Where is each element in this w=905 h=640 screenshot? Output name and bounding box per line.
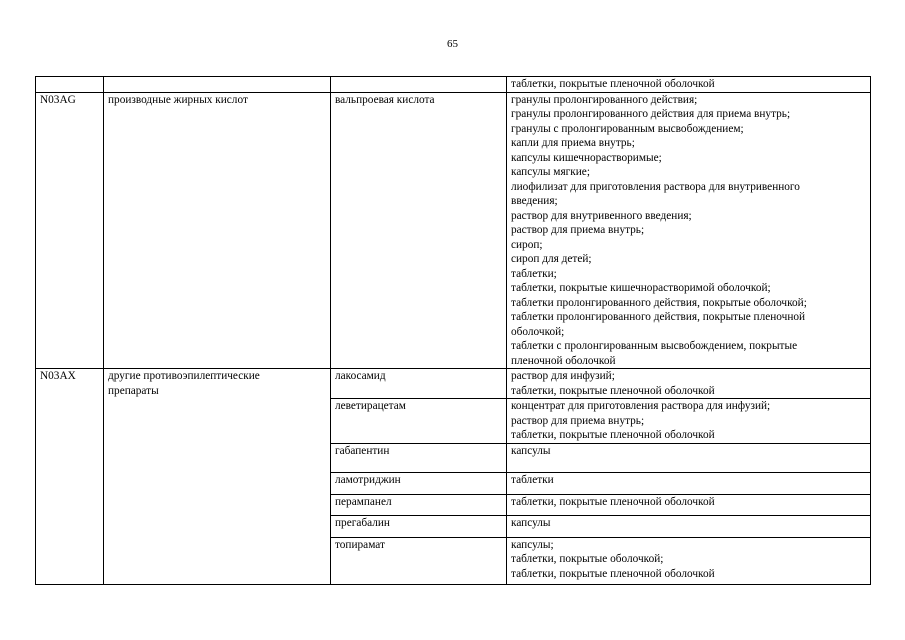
dosage-forms-cell [507, 516, 871, 538]
dosage-form-line: гранулы пролонгированного действия для приема внутрь; [511, 108, 791, 120]
dosage-forms-cell [507, 537, 871, 585]
drug-name-cell: леветирацетам [331, 399, 507, 444]
drug-name-cell: лакосамид [331, 369, 507, 399]
dosage-form-line: лиофилизат для приготовления раствора для внутривенного [511, 180, 800, 193]
dosage-form-line: раствор для приема внутрь; [511, 414, 645, 427]
dosage-form-line: концентрат для приготовления раствора для инфузий; [511, 400, 771, 412]
dosage-forms-cell [507, 443, 871, 473]
dosage-form-line: гранулы пролонгированного действия; [511, 93, 698, 106]
dosage-form-line: капсулы мягкие; [511, 166, 590, 178]
dosage-form-line: таблетки, покрытые пленочной оболочкой [511, 429, 715, 441]
dosage-forms-cell [507, 369, 871, 399]
table-row [36, 92, 871, 369]
atc-code-cell [36, 77, 104, 93]
drug-name-cell: вальпроевая кислота [331, 92, 507, 369]
dosage-form-line: таблетки, покрытые пленочной оболочкой [511, 567, 715, 580]
dosage-form-line: капли для приема внутрь; [511, 137, 635, 149]
drug-name-cell [331, 77, 507, 93]
dosage-form-line: сироп; [511, 238, 543, 251]
dosage-form-line: введения; [511, 195, 558, 207]
drug-name-cell: ламотриджин [331, 473, 507, 495]
drug-name-cell: прегабалин [331, 516, 507, 538]
atc-code-cell: N03AG [36, 92, 104, 369]
drug-table [35, 76, 871, 585]
cell-spacer [511, 581, 866, 584]
dosage-form-line: таблетки, покрытые пленочной оболочкой [511, 78, 715, 90]
dosage-form-line: раствор для приема внутрь; [511, 224, 645, 236]
cell-spacer [511, 488, 866, 494]
drug-name-cell: перампанел [331, 494, 507, 516]
dosage-forms-cell [507, 92, 871, 369]
drug-table-body [36, 77, 871, 585]
drug-name-cell: габапентин [331, 443, 507, 473]
dosage-forms-cell [507, 399, 871, 444]
dosage-form-line: таблетки пролонгированного действия, покрытые оболочкой; [511, 296, 807, 309]
dosage-form-line: таблетки, покрытые оболочкой; [511, 553, 664, 565]
dosage-form-line: таблетки [511, 474, 554, 486]
group-cell [104, 77, 331, 93]
dosage-form-line: оболочкой; [511, 325, 565, 338]
atc-code-cell: N03AX [36, 369, 104, 585]
group-line: препараты [108, 384, 159, 397]
dosage-form-line: раствор для внутривенного введения; [511, 209, 692, 222]
dosage-form-line: капсулы кишечнорастворимые; [511, 151, 662, 164]
dosage-forms-cell [507, 494, 871, 516]
dosage-form-line: таблетки, покрытые пленочной оболочкой [511, 384, 715, 397]
page-number: 65 [447, 38, 458, 50]
dosage-form-line: гранулы с пролонгированным высвобождением; [511, 122, 744, 135]
dosage-form-line: капсулы [511, 517, 551, 529]
cell-spacer [511, 509, 866, 515]
dosage-form-line: таблетки с пролонгированным высвобождением, покрытые [511, 340, 798, 352]
drug-name-cell: топирамат [331, 537, 507, 585]
dosage-form-line: таблетки, покрытые кишечнорастворимой оболочкой; [511, 282, 771, 294]
dosage-form-line: пленочной оболочкой [511, 354, 616, 367]
group-line: другие противоэпилептические [108, 370, 260, 382]
dosage-form-line: таблетки, покрытые пленочной оболочкой [511, 495, 715, 508]
table-row [36, 369, 871, 399]
cell-spacer [511, 458, 866, 472]
dosage-form-line: капсулы [511, 444, 551, 457]
group-cell: производные жирных кислот [104, 92, 331, 369]
dosage-form-line: таблетки пролонгированного действия, покрытые пленочной [511, 311, 806, 323]
dosage-form-line: капсулы; [511, 538, 554, 551]
dosage-form-line: сироп для детей; [511, 253, 592, 265]
group-cell [104, 369, 331, 585]
cell-spacer [511, 531, 866, 537]
dosage-form-line: таблетки; [511, 267, 557, 280]
dosage-form-line: раствор для инфузий; [511, 370, 615, 382]
dosage-forms-cell [507, 77, 871, 93]
dosage-forms-cell [507, 473, 871, 495]
table-row [36, 77, 871, 93]
